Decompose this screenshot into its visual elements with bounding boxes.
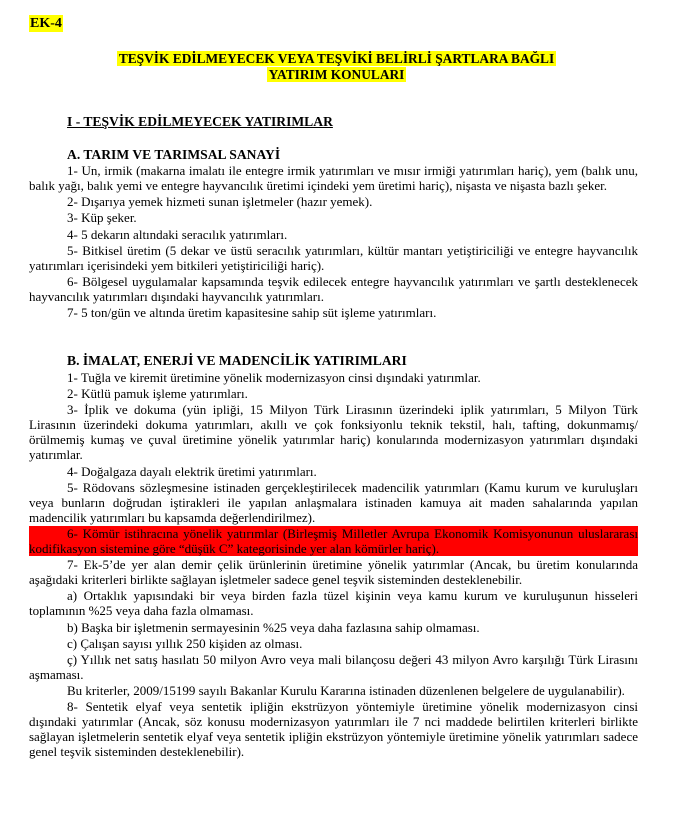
list-item: 3- İplik ve dokuma (yün ipliği, 15 Milyon Türk Lirasının üzerindeki iplik yatırımları, 5 Milyon Türk Lirasının üzerindeki dokuma yatırımları, akıllı ve çok fonksiyonlu teknik tekstil, halı, tafting, dokunmamış/örülmemiş kumaş ve çuval üretimine yönelik yatırımlar hariç) konularında modernizasyon yatırımları dışındaki yatırımlar. <box>29 402 638 463</box>
document-title-line-1 <box>0 51 673 67</box>
list-item: 5- Bitkisel üretim (5 dekar ve üstü seracılık yatırımları, kültür mantarı yetiştiriciliği ve entegre hayvancılık yatırımları içerisindeki yem bitkileri yetiştiriciliği hariç). <box>29 242 638 273</box>
list-item: 6- Bölgesel uygulamalar kapsamında teşvik edilecek entegre hayvancılık yatırımları ve şartlı desteklenecek hayvancılık yatırımları dışındaki hayvancılık yatırımları. <box>29 273 638 304</box>
subsection-heading-agriculture: A. TARIM VE TARIMSAL SANAYİ <box>67 147 281 162</box>
criteria-item: ç) Yıllık net satış hasılatı 50 milyon Avro veya mali bilançosu değeri 43 milyon Avro karşılığı Türk Lirasını aşmaması. <box>29 651 638 682</box>
list-item: 7- Ek-5’de yer alan demir çelik ürünlerinin üretimine yönelik yatırımlar (Ancak, bu üretim konularında aşağıdaki kriterleri birlikte sağlayan işletmeler sadece genel teşvik sisteminden desteklenebilir. <box>29 557 638 588</box>
list-item-highlighted: 6- Kömür istihracına yönelik yatırımlar (Birleşmiş Milletler Avrupa Ekonomik Komisyonunun uluslararası kodifikasyon sistemine göre “düşük C” kategorisinde yer alan kömürler hariç). <box>29 525 638 556</box>
criteria-note: Bu kriterler, 2009/15199 sayılı Bakanlar Kurulu Kararına istinaden düzenlenen belgelere de uygulanabilir). <box>67 683 625 699</box>
list-item: 2- Dışarıya yemek hizmeti sunan işletmeler (hazır yemek). <box>67 194 373 210</box>
document-title-line-2 <box>0 67 673 83</box>
document-title-text-1: TEŞVİK EDİLMEYECEK VEYA TEŞVİKİ BELİRLİ ŞARTLARA BAĞLI <box>118 51 555 66</box>
criteria-item: a) Ortaklık yapısındaki bir veya birden fazla tüzel kişinin veya kamu kurum ve kuruluşunun hisseleri toplamının %25 veya daha fazla olmaması. <box>29 588 638 619</box>
document-title-text-2: YATIRIM KONULARI <box>268 67 405 82</box>
criteria-item: c) Çalışan sayısı yıllık 250 kişiden az olması. <box>67 635 303 651</box>
manufacturing-list <box>29 370 638 759</box>
annex-label: EK-4 <box>30 16 62 31</box>
list-item: 3- Küp şeker. <box>67 210 137 226</box>
section-heading-non-incentivized: I - TEŞVİK EDİLMEYECEK YATIRIMLAR <box>67 114 333 129</box>
list-item: 2- Kütlü pamuk işleme yatırımları. <box>67 386 248 402</box>
list-item: 1- Tuğla ve kiremit üretimine yönelik modernizasyon cinsi dışındaki yatırımlar. <box>67 370 481 385</box>
subsection-heading-manufacturing: B. İMALAT, ENERJİ VE MADENCİLİK YATIRIMLARI <box>67 353 407 368</box>
criteria-item: b) Başka bir işletmenin sermayesinin %25 veya daha fazlasına sahip olmaması. <box>67 619 480 635</box>
list-item: 4- Doğalgaza dayalı elektrik üretimi yatırımları. <box>67 463 317 479</box>
list-item: 1- Un, irmik (makarna imalatı ile entegre irmik yatırımları ve mısır irmiği yatırımları hariç), yem (balık unu, balık yağı, balık yemi ve entegre hayvancılık üretimi içindeki yem üretimi hariç), nişasta ve nişasta bazlı şeker. <box>29 163 638 193</box>
list-item: 5- Rödovans sözleşmesine istinaden gerçekleştirilecek madencilik yatırımları (Kamu kurum ve kuruluşları veya bunların doğrudan iştirakleri ile yapılan anlaşmalara istinaden kamuya ait maden sahalarında yapılan madencilik yatırımları bu kapsamda değerlendirilmez). <box>29 479 638 525</box>
list-item: 7- 5 ton/gün ve altında üretim kapasitesine sahip süt işleme yatırımları. <box>67 305 437 321</box>
list-item: 4- 5 dekarın altındaki seracılık yatırımları. <box>67 226 288 242</box>
list-item: 8- Sentetik elyaf veya sentetik ipliğin ekstrüzyon yöntemiyle üretimine yönelik modernizasyon cinsi dışındaki yatırımlar (Ancak, söz konusu modernizasyon yatırımları ile 7 nci maddede belirtilen kriterleri birlikte sağlayan işletmelerin sentetik elyaf veya sentetik ipliğin ekstrüzyon yöntemiyle üretimine yönelik yatırımları sadece genel teşvik sisteminden desteklenebilir). <box>29 699 638 760</box>
agriculture-list <box>29 163 638 320</box>
